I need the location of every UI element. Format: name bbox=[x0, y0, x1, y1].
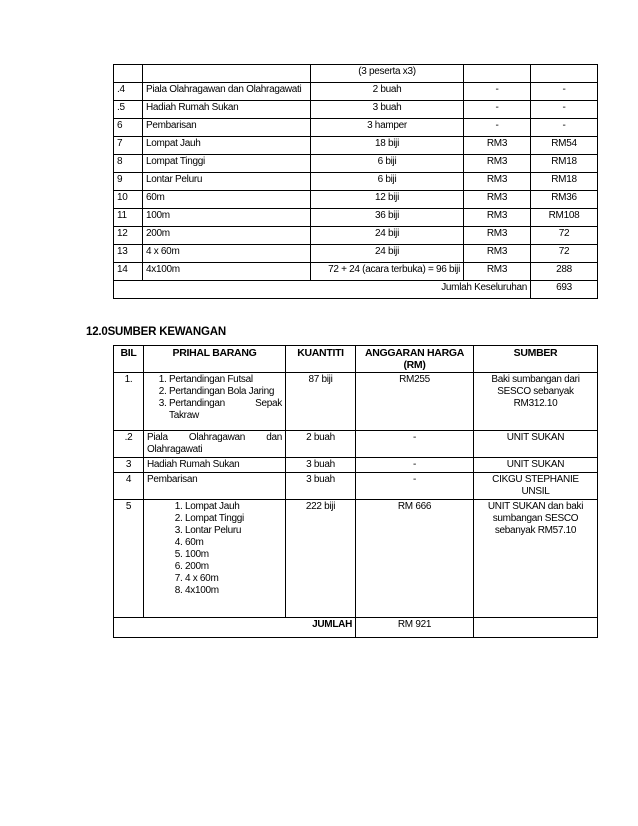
table-row bbox=[114, 263, 598, 281]
cell-budget: - bbox=[356, 473, 474, 500]
cell-total: RM108 bbox=[531, 209, 598, 227]
cell-qty: 6 biji bbox=[311, 173, 464, 191]
cell-price: RM3 bbox=[464, 209, 531, 227]
table-row bbox=[114, 209, 598, 227]
cell-total: 72 bbox=[531, 245, 598, 263]
cell-total: - bbox=[531, 101, 598, 119]
cell-no: 7 bbox=[114, 137, 143, 155]
table-row bbox=[114, 101, 598, 119]
total-value: RM 921 bbox=[356, 618, 474, 638]
cell-price: RM3 bbox=[464, 173, 531, 191]
table-row bbox=[114, 227, 598, 245]
cell-no: 14 bbox=[114, 263, 143, 281]
cell-no: 6 bbox=[114, 119, 143, 137]
list-item: 8. 4x100m bbox=[185, 585, 282, 597]
cell-qty: 3 hamper bbox=[311, 119, 464, 137]
cell-item: Piala Olahragawan dan Olahragawati bbox=[143, 83, 311, 101]
cell-qty: 3 buah bbox=[286, 458, 356, 473]
cell-item: Lompat Jauh bbox=[143, 137, 311, 155]
table-row bbox=[114, 191, 598, 209]
cell-item: Hadiah Rumah Sukan bbox=[144, 458, 286, 473]
cell-source: UNIT SUKAN bbox=[474, 431, 598, 458]
table-row bbox=[114, 431, 598, 458]
table-row bbox=[114, 119, 598, 137]
header-item: PRIHAL BARANG bbox=[144, 346, 286, 373]
list-item: 1. Pertandingan Futsal bbox=[169, 374, 282, 386]
cell-item: 4 x 60m bbox=[143, 245, 311, 263]
item-list bbox=[147, 374, 282, 422]
cell-qty: 24 biji bbox=[311, 245, 464, 263]
cell-total: 72 bbox=[531, 227, 598, 245]
cell-price: - bbox=[464, 83, 531, 101]
cell-price: RM3 bbox=[464, 137, 531, 155]
list-item: 7. 4 x 60m bbox=[185, 573, 282, 585]
list-item: 5. 100m bbox=[185, 549, 282, 561]
list-item: 4. 60m bbox=[185, 537, 282, 549]
cell-no: 9 bbox=[114, 173, 143, 191]
total-value: 693 bbox=[531, 281, 598, 299]
header-source: SUMBER bbox=[474, 346, 598, 373]
cell-item: Pembarisan bbox=[144, 473, 286, 500]
table-row bbox=[114, 473, 598, 500]
cell-qty: 3 buah bbox=[286, 473, 356, 500]
item-list bbox=[147, 501, 282, 597]
cell-source: CIKGU STEPHANIE UNSIL bbox=[474, 473, 598, 500]
table-row bbox=[114, 500, 598, 618]
cell-qty: 3 buah bbox=[311, 101, 464, 119]
cell-source: Baki sumbangan dari SESCO sebanyak RM312.10 bbox=[474, 373, 598, 431]
cell-budget: - bbox=[356, 458, 474, 473]
header-bil: BIL bbox=[114, 346, 144, 373]
cell-item: Piala Olahragawan dan Olahragawati bbox=[144, 431, 286, 458]
total-label: Jumlah Keseluruhan bbox=[114, 281, 531, 299]
cell-qty: 2 buah bbox=[286, 431, 356, 458]
cell-budget: RM255 bbox=[356, 373, 474, 431]
cell-item: Lontar Peluru bbox=[143, 173, 311, 191]
cell-item: Hadiah Rumah Sukan bbox=[143, 101, 311, 119]
list-item: 3. Pertandingan Sepak Takraw bbox=[169, 398, 282, 422]
cell-price: RM3 bbox=[464, 191, 531, 209]
table-row bbox=[114, 83, 598, 101]
cell-total: RM18 bbox=[531, 155, 598, 173]
cell-price: RM3 bbox=[464, 263, 531, 281]
table-row bbox=[114, 65, 598, 83]
table-header-row bbox=[114, 346, 598, 373]
cell-qty: 2 buah bbox=[311, 83, 464, 101]
table-row bbox=[114, 137, 598, 155]
list-item: 1. Lompat Jauh bbox=[185, 501, 282, 513]
cell-total bbox=[531, 65, 598, 83]
table-row bbox=[114, 173, 598, 191]
table-row bbox=[114, 155, 598, 173]
cell-item: Pembarisan bbox=[143, 119, 311, 137]
cell-price: RM3 bbox=[464, 155, 531, 173]
cell-total: 288 bbox=[531, 263, 598, 281]
cell-price: RM3 bbox=[464, 227, 531, 245]
cell-bil: 4 bbox=[114, 473, 144, 500]
cell-qty-note: (3 peserta x3) bbox=[311, 65, 464, 83]
table-row bbox=[114, 245, 598, 263]
cell-no: 12 bbox=[114, 227, 143, 245]
list-item: 2. Lompat Tinggi bbox=[185, 513, 282, 525]
cell-no: 13 bbox=[114, 245, 143, 263]
list-item: 3. Lontar Peluru bbox=[185, 525, 282, 537]
cell-bil: 5 bbox=[114, 500, 144, 618]
cell-price: - bbox=[464, 101, 531, 119]
cell-qty: 12 biji bbox=[311, 191, 464, 209]
cell-total: RM54 bbox=[531, 137, 598, 155]
funding-sources-table bbox=[113, 345, 598, 638]
table-total-row bbox=[114, 618, 598, 638]
cell-total: - bbox=[531, 119, 598, 137]
cell-item: 100m bbox=[143, 209, 311, 227]
cell-empty bbox=[474, 618, 598, 638]
cell-qty: 87 biji bbox=[286, 373, 356, 431]
cell-qty: 72 + 24 (acara terbuka) = 96 biji bbox=[311, 263, 464, 281]
cell-item: 60m bbox=[143, 191, 311, 209]
cell-qty: 36 biji bbox=[311, 209, 464, 227]
items-cost-table bbox=[113, 64, 598, 299]
cell-qty: 18 biji bbox=[311, 137, 464, 155]
list-item: 2. Pertandingan Bola Jaring bbox=[169, 386, 282, 398]
table-row bbox=[114, 458, 598, 473]
cell-source: UNIT SUKAN bbox=[474, 458, 598, 473]
cell-price: RM3 bbox=[464, 245, 531, 263]
cell-total: RM18 bbox=[531, 173, 598, 191]
section-heading: 12.0SUMBER KEWANGAN bbox=[86, 326, 226, 338]
cell-item-list bbox=[144, 500, 286, 618]
cell-budget: - bbox=[356, 431, 474, 458]
cell-bil: 1. bbox=[114, 373, 144, 431]
cell-no: 8 bbox=[114, 155, 143, 173]
cell-no: .4 bbox=[114, 83, 143, 101]
cell-source: UNIT SUKAN dan baki sumbangan SESCO sebanyak RM57.10 bbox=[474, 500, 598, 618]
cell-no bbox=[114, 65, 143, 83]
table-total-row bbox=[114, 281, 598, 299]
header-budget: ANGGARAN HARGA (RM) bbox=[356, 346, 474, 373]
cell-total: RM36 bbox=[531, 191, 598, 209]
cell-item-list bbox=[144, 373, 286, 431]
cell-item bbox=[143, 65, 311, 83]
cell-no: 11 bbox=[114, 209, 143, 227]
cell-no: .5 bbox=[114, 101, 143, 119]
table-row bbox=[114, 373, 598, 431]
cell-bil: 3 bbox=[114, 458, 144, 473]
cell-item: Lompat Tinggi bbox=[143, 155, 311, 173]
cell-bil: .2 bbox=[114, 431, 144, 458]
cell-total: - bbox=[531, 83, 598, 101]
total-label: JUMLAH bbox=[114, 618, 356, 638]
cell-item: 200m bbox=[143, 227, 311, 245]
cell-budget: RM 666 bbox=[356, 500, 474, 618]
cell-qty: 222 biji bbox=[286, 500, 356, 618]
header-qty: KUANTITI bbox=[286, 346, 356, 373]
cell-no: 10 bbox=[114, 191, 143, 209]
list-item: 6. 200m bbox=[185, 561, 282, 573]
cell-price: - bbox=[464, 119, 531, 137]
cell-item: 4x100m bbox=[143, 263, 311, 281]
cell-qty: 24 biji bbox=[311, 227, 464, 245]
cell-price bbox=[464, 65, 531, 83]
cell-qty: 6 biji bbox=[311, 155, 464, 173]
